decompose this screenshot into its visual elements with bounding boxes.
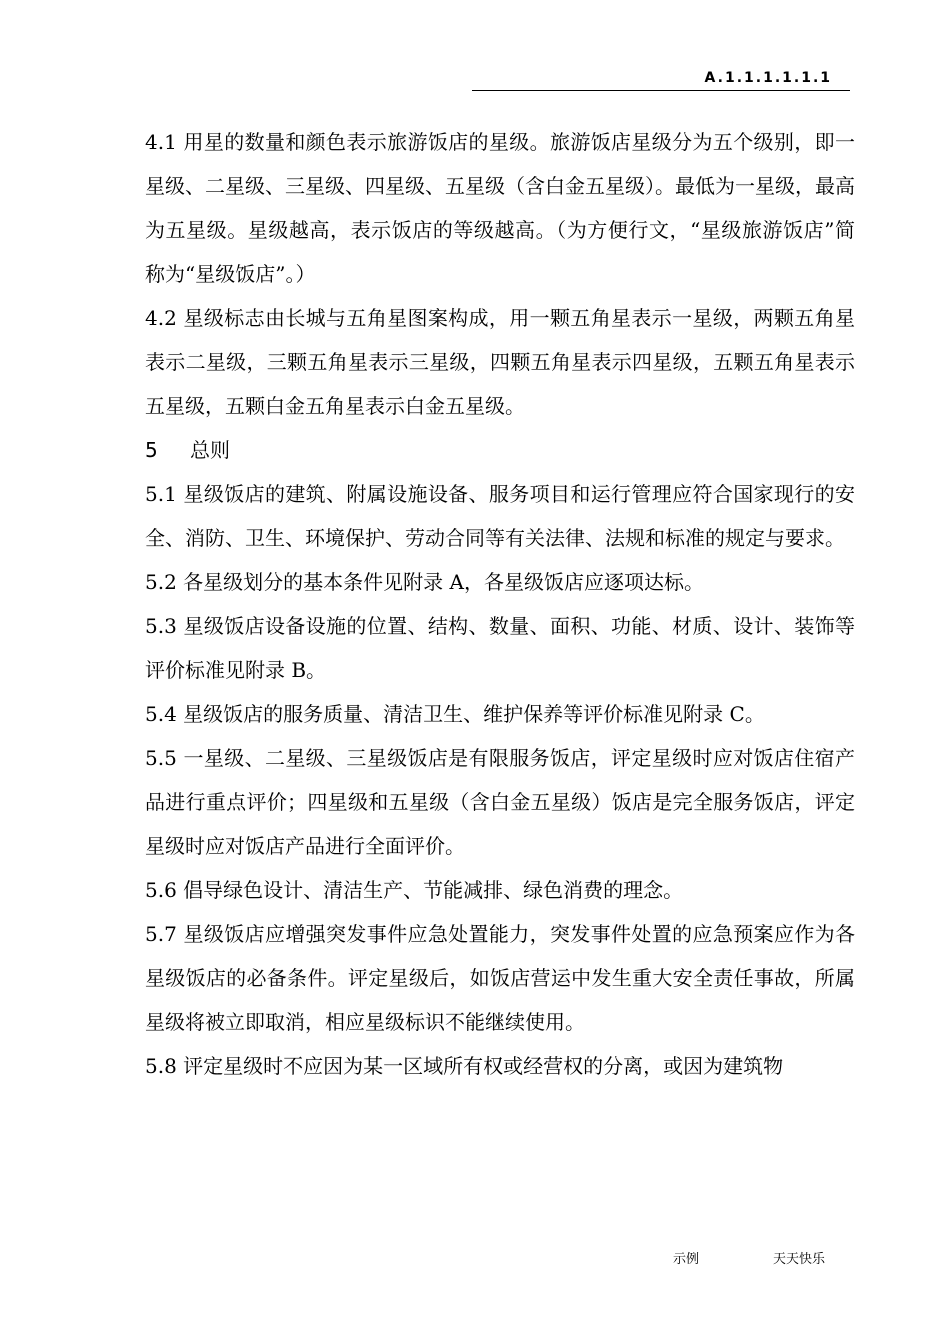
paragraph-5-6: 5.6 倡导绿色设计、清洁生产、节能减排、绿色消费的理念。 <box>145 878 684 902</box>
paragraph-5-5: 5.5 一星级、二星级、三星级饭店是有限服务饭店，评定星级时应对饭店住宿产品进行重点评价；四星级和五星级（含白金五星级）饭店是完全服务饭店，评定星级时应对饭店产品进行全面评价。 <box>145 746 855 858</box>
paragraph-5-2: 5.2 各星级划分的基本条件见附录 A，各星级饭店应逐项达标。 <box>145 570 704 594</box>
paragraph-4-2: 4.2 星级标志由长城与五角星图案构成，用一颗五角星表示一星级，两颗五角星表示二星级，三颗五角星表示三星级，四颗五角星表示四星级，五颗五角星表示五星级，五颗白金五角星表示白金五星级。 <box>145 306 855 418</box>
footer-right-text: 天天快乐 <box>773 1252 826 1267</box>
paragraph-5-4: 5.4 星级饭店的服务质量、清洁卫生、维护保养等评价标准见附录 C。 <box>145 702 765 726</box>
section-heading-5 <box>145 428 855 472</box>
paragraph-5-8: 5.8 评定星级时不应因为某一区域所有权或经营权的分离，或因为建筑物 <box>145 1054 784 1078</box>
document-body <box>145 120 855 1088</box>
section-number: 5 <box>145 438 158 462</box>
paragraph-5-1: 5.1 星级饭店的建筑、附属设施设备、服务项目和运行管理应符合国家现行的安全、消防、卫生、环境保护、劳动合同等有关法律、法规和标准的规定与要求。 <box>145 482 855 550</box>
header-rule <box>472 90 850 91</box>
paragraph-5-7: 5.7 星级饭店应增强突发事件应急处置能力，突发事件处置的应急预案应作为各星级饭店的必备条件。评定星级后，如饭店营运中发生重大安全责任事故，所属星级将被立即取消，相应星级标识不能继续使用。 <box>145 922 855 1034</box>
paragraph-5-3: 5.3 星级饭店设备设施的位置、结构、数量、面积、功能、材质、设计、装饰等评价标准见附录 B。 <box>145 614 855 682</box>
header-code: A.1.1.1.1.1.1 <box>704 70 832 86</box>
paragraph-4-1: 4.1 用星的数量和颜色表示旅游饭店的星级。旅游饭店星级分为五个级别，即一星级、二星级、三星级、四星级、五星级（含白金五星级）。最低为一星级，最高为五星级。星级越高，表示饭店的等级越高。（为方便行文，“星级旅游饭店”简称为“星级饭店”。） <box>145 130 855 286</box>
footer-left-text: 示例 <box>673 1252 700 1267</box>
section-title: 总则 <box>190 438 230 462</box>
